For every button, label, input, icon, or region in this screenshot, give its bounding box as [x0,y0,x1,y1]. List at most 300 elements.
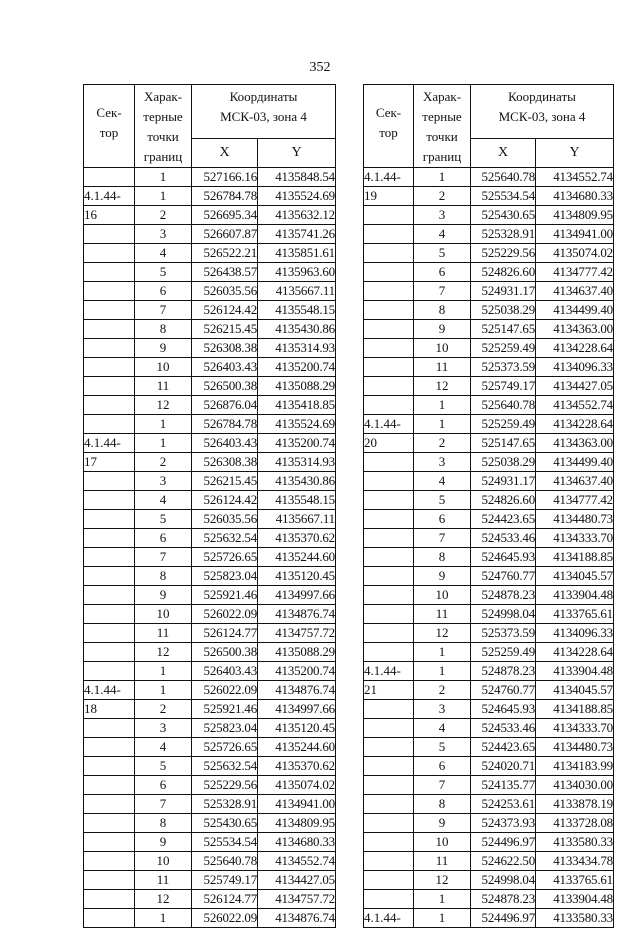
y-coordinate-cell: 4135200.74 [258,434,336,453]
point-cell: 1 [414,662,471,681]
y-coordinate-cell: 4134045.57 [536,681,614,700]
x-coordinate-cell: 525726.65 [192,738,258,757]
sector-cell [364,263,414,282]
table-row [84,567,336,586]
x-coordinate-cell: 524998.04 [471,605,536,624]
x-coordinate-cell: 525749.17 [192,871,258,890]
y-coordinate-cell: 4135088.29 [258,643,336,662]
table-row [84,529,336,548]
x-coordinate-cell: 524878.23 [471,586,536,605]
sector-cell [84,909,135,928]
sector-cell [84,605,135,624]
table-row [364,168,614,187]
sector-cell [364,757,414,776]
table-row [84,605,336,624]
point-cell: 1 [135,415,192,434]
y-coordinate-cell: 4133904.48 [536,890,614,909]
y-coordinate-cell: 4134427.05 [536,377,614,396]
point-cell: 10 [135,358,192,377]
point-cell: 11 [135,377,192,396]
table-row [84,396,336,415]
table-row [84,757,336,776]
x-coordinate-cell: 524931.17 [471,282,536,301]
point-cell: 12 [414,377,471,396]
y-coordinate-cell: 4133765.61 [536,605,614,624]
point-cell: 9 [135,833,192,852]
point-cell: 11 [135,871,192,890]
table-row [84,586,336,605]
y-coordinate-cell: 4134941.00 [536,225,614,244]
sector-cell [364,206,414,225]
point-cell: 11 [414,358,471,377]
x-coordinate-cell: 525640.78 [192,852,258,871]
x-coordinate-cell: 525328.91 [471,225,536,244]
point-cell: 9 [135,586,192,605]
x-coordinate-cell: 524760.77 [471,567,536,586]
x-coordinate-cell: 525632.54 [192,529,258,548]
x-coordinate-cell: 525640.78 [471,168,536,187]
sector-cell [84,491,135,510]
point-cell: 10 [414,339,471,358]
point-cell: 5 [414,491,471,510]
point-cell: 2 [135,700,192,719]
y-coordinate-cell: 4134757.72 [258,890,336,909]
y-coordinate-cell: 4134096.33 [536,358,614,377]
sector-cell [364,358,414,377]
point-cell: 4 [135,491,192,510]
x-coordinate-cell: 526022.09 [192,681,258,700]
table-row [364,795,614,814]
sector-cell [364,320,414,339]
point-cell: 7 [135,548,192,567]
sector-cell: 4.1.44- [364,168,414,187]
y-coordinate-cell: 4134096.33 [536,624,614,643]
x-coordinate-cell: 524878.23 [471,890,536,909]
sector-cell [364,225,414,244]
sector-cell: 4.1.44- [84,434,135,453]
sector-cell [364,567,414,586]
sector-cell [364,814,414,833]
sector-cell [84,358,135,377]
sector-cell [364,605,414,624]
table-row [364,624,614,643]
x-coordinate-cell: 526035.56 [192,282,258,301]
x-coordinate-cell: 524135.77 [471,776,536,795]
table-row [364,814,614,833]
y-coordinate-cell: 4134499.40 [536,301,614,320]
table-row [364,472,614,491]
table-row [364,206,614,225]
x-coordinate-cell: 525823.04 [192,567,258,586]
sector-cell [84,586,135,605]
table-row [84,491,336,510]
x-coordinate-cell: 524423.65 [471,510,536,529]
table-row [364,719,614,738]
table-row [364,282,614,301]
point-cell: 5 [135,757,192,776]
x-coordinate-cell: 524496.97 [471,909,536,928]
sector-cell [84,757,135,776]
point-cell: 2 [414,681,471,700]
table-row [84,510,336,529]
sector-cell [364,871,414,890]
point-cell: 8 [135,320,192,339]
sector-cell: 19 [364,187,414,206]
point-cell: 6 [135,282,192,301]
table-row [84,377,336,396]
point-cell: 7 [414,776,471,795]
sector-cell [84,738,135,757]
x-coordinate-cell: 525259.49 [471,415,536,434]
x-coordinate-cell: 525328.91 [192,795,258,814]
x-coordinate-cell: 525373.59 [471,624,536,643]
x-coordinate-cell: 526876.04 [192,396,258,415]
y-coordinate-cell: 4134777.42 [536,263,614,282]
point-cell: 11 [414,852,471,871]
sector-cell [84,510,135,529]
sector-cell [84,548,135,567]
sector-cell [364,586,414,605]
point-cell: 11 [135,624,192,643]
x-coordinate-cell: 526403.43 [192,358,258,377]
sector-cell [84,871,135,890]
x-coordinate-cell: 525534.54 [192,833,258,852]
x-coordinate-cell: 526500.38 [192,377,258,396]
x-coordinate-cell: 526403.43 [192,662,258,681]
y-coordinate-cell: 4133580.33 [536,909,614,928]
x-coordinate-cell: 526022.09 [192,909,258,928]
sector-cell [84,529,135,548]
table-row [364,548,614,567]
table-row [84,681,336,700]
y-coordinate-cell: 4134333.70 [536,529,614,548]
table-row [364,757,614,776]
y-coordinate-cell: 4134552.74 [258,852,336,871]
y-coordinate-cell: 4135851.61 [258,244,336,263]
x-coordinate-cell: 526124.42 [192,491,258,510]
point-cell: 1 [414,168,471,187]
table-row [364,909,614,928]
x-coordinate-cell: 525921.46 [192,586,258,605]
x-coordinate-cell: 524760.77 [471,681,536,700]
y-coordinate-cell: 4133728.08 [536,814,614,833]
sector-cell [364,301,414,320]
x-coordinate-cell: 525430.65 [471,206,536,225]
point-cell: 12 [135,643,192,662]
sector-cell [364,548,414,567]
header-sector: Сек- тор [84,85,135,168]
point-cell: 1 [414,909,471,928]
sector-cell [84,301,135,320]
point-cell: 4 [414,719,471,738]
sector-cell [364,738,414,757]
x-coordinate-cell: 525640.78 [471,396,536,415]
point-cell: 2 [135,453,192,472]
y-coordinate-cell: 4133878.19 [536,795,614,814]
y-coordinate-cell: 4134228.64 [536,415,614,434]
table-row [364,510,614,529]
x-coordinate-cell: 524020.71 [471,757,536,776]
sector-cell [364,396,414,415]
point-cell: 1 [135,662,192,681]
table-row [364,415,614,434]
point-cell: 8 [135,814,192,833]
table-row [364,301,614,320]
table-body [364,168,614,928]
sector-cell [364,795,414,814]
sector-cell: 4.1.44- [84,681,135,700]
y-coordinate-cell: 4134941.00 [258,795,336,814]
y-coordinate-cell: 4134552.74 [536,168,614,187]
y-coordinate-cell: 4134363.00 [536,320,614,339]
y-coordinate-cell: 4134809.95 [536,206,614,225]
header-coordinates: Координаты МСК-03, зона 4 [471,85,614,139]
sector-cell [84,567,135,586]
y-coordinate-cell: 4134480.73 [536,510,614,529]
point-cell: 6 [414,263,471,282]
y-coordinate-cell: 4135667.11 [258,282,336,301]
sector-cell [364,719,414,738]
table-row [84,719,336,738]
point-cell: 6 [414,757,471,776]
point-cell: 3 [135,719,192,738]
y-coordinate-cell: 4134333.70 [536,719,614,738]
x-coordinate-cell: 526522.21 [192,244,258,263]
table-row [364,434,614,453]
y-coordinate-cell: 4134228.64 [536,339,614,358]
x-coordinate-cell: 526308.38 [192,453,258,472]
point-cell: 3 [414,453,471,472]
y-coordinate-cell: 4135524.69 [258,415,336,434]
y-coordinate-cell: 4135430.86 [258,472,336,491]
sector-cell: 21 [364,681,414,700]
sector-cell [364,776,414,795]
sector-cell [84,472,135,491]
y-coordinate-cell: 4135548.15 [258,301,336,320]
point-cell: 1 [135,681,192,700]
sector-cell [84,624,135,643]
y-coordinate-cell: 4135088.29 [258,377,336,396]
y-coordinate-cell: 4133765.61 [536,871,614,890]
point-cell: 10 [135,852,192,871]
point-cell: 7 [414,282,471,301]
sector-cell: 4.1.44- [364,415,414,434]
table-row [364,453,614,472]
point-cell: 1 [414,890,471,909]
y-coordinate-cell: 4134997.66 [258,586,336,605]
header-x: X [471,139,536,168]
sector-cell [364,244,414,263]
point-cell: 2 [414,434,471,453]
x-coordinate-cell: 525038.29 [471,301,536,320]
point-cell: 9 [414,814,471,833]
point-cell: 10 [414,586,471,605]
y-coordinate-cell: 4134552.74 [536,396,614,415]
table-row [84,434,336,453]
point-cell: 6 [414,510,471,529]
sector-cell [84,719,135,738]
x-coordinate-cell: 527166.16 [192,168,258,187]
x-coordinate-cell: 525038.29 [471,453,536,472]
header-x: X [192,139,258,168]
x-coordinate-cell: 524373.93 [471,814,536,833]
header-y: Y [258,139,336,168]
sector-cell: 18 [84,700,135,719]
x-coordinate-cell: 526124.42 [192,301,258,320]
x-coordinate-cell: 526308.38 [192,339,258,358]
point-cell: 7 [135,795,192,814]
x-coordinate-cell: 525259.49 [471,339,536,358]
sector-cell [84,795,135,814]
y-coordinate-cell: 4134876.74 [258,605,336,624]
y-coordinate-cell: 4134188.85 [536,548,614,567]
table-row [364,605,614,624]
table-row [364,320,614,339]
x-coordinate-cell: 524423.65 [471,738,536,757]
sector-cell [84,396,135,415]
sector-cell [84,776,135,795]
y-coordinate-cell: 4134188.85 [536,700,614,719]
x-coordinate-cell: 526607.87 [192,225,258,244]
y-coordinate-cell: 4135430.86 [258,320,336,339]
x-coordinate-cell: 526124.77 [192,890,258,909]
x-coordinate-cell: 524878.23 [471,662,536,681]
table-row [84,339,336,358]
sector-cell [84,662,135,681]
sector-cell [364,624,414,643]
table-row [84,738,336,757]
sector-cell: 20 [364,434,414,453]
header-y: Y [536,139,614,168]
y-coordinate-cell: 4134997.66 [258,700,336,719]
y-coordinate-cell: 4135244.60 [258,548,336,567]
sector-cell [364,890,414,909]
table-row [84,282,336,301]
sector-cell [84,377,135,396]
y-coordinate-cell: 4135074.02 [536,244,614,263]
x-coordinate-cell: 524253.61 [471,795,536,814]
point-cell: 8 [414,795,471,814]
point-cell: 5 [135,263,192,282]
point-cell: 12 [135,890,192,909]
x-coordinate-cell: 525823.04 [192,719,258,738]
y-coordinate-cell: 4134363.00 [536,434,614,453]
header-points: Харак- терные точки границ [414,85,471,168]
table-row [364,225,614,244]
table-row [84,472,336,491]
y-coordinate-cell: 4135120.45 [258,719,336,738]
table-row [84,453,336,472]
point-cell: 3 [135,225,192,244]
y-coordinate-cell: 4135418.85 [258,396,336,415]
table-row [84,358,336,377]
y-coordinate-cell: 4135370.62 [258,529,336,548]
y-coordinate-cell: 4135548.15 [258,491,336,510]
y-coordinate-cell: 4135314.93 [258,453,336,472]
table-row [84,187,336,206]
table-row [364,833,614,852]
point-cell: 11 [414,605,471,624]
x-coordinate-cell: 525147.65 [471,320,536,339]
point-cell: 1 [414,396,471,415]
point-cell: 4 [414,225,471,244]
y-coordinate-cell: 4134045.57 [536,567,614,586]
table-row [364,263,614,282]
x-coordinate-cell: 526124.77 [192,624,258,643]
x-coordinate-cell: 526215.45 [192,472,258,491]
x-coordinate-cell: 526035.56 [192,510,258,529]
table-row [84,814,336,833]
y-coordinate-cell: 4135200.74 [258,358,336,377]
x-coordinate-cell: 526438.57 [192,263,258,282]
x-coordinate-cell: 526022.09 [192,605,258,624]
point-cell: 10 [135,605,192,624]
sector-cell [84,225,135,244]
x-coordinate-cell: 525373.59 [471,358,536,377]
table-row [84,662,336,681]
sector-cell [84,852,135,871]
point-cell: 12 [135,396,192,415]
sector-cell [364,339,414,358]
y-coordinate-cell: 4135074.02 [258,776,336,795]
table-row [84,909,336,928]
table-row [84,776,336,795]
y-coordinate-cell: 4134757.72 [258,624,336,643]
point-cell: 4 [135,738,192,757]
sector-cell [364,510,414,529]
y-coordinate-cell: 4135120.45 [258,567,336,586]
x-coordinate-cell: 525430.65 [192,814,258,833]
sector-cell [84,833,135,852]
y-coordinate-cell: 4135200.74 [258,662,336,681]
sector-cell [364,833,414,852]
x-coordinate-cell: 524533.46 [471,719,536,738]
table-body [84,168,336,928]
point-cell: 4 [135,244,192,263]
table-row [84,225,336,244]
y-coordinate-cell: 4134777.42 [536,491,614,510]
y-coordinate-cell: 4135848.54 [258,168,336,187]
sector-cell [84,263,135,282]
x-coordinate-cell: 526695.34 [192,206,258,225]
y-coordinate-cell: 4133434.78 [536,852,614,871]
sector-cell [84,415,135,434]
sector-cell [364,852,414,871]
x-coordinate-cell: 525229.56 [471,244,536,263]
point-cell: 7 [414,529,471,548]
point-cell: 5 [414,244,471,263]
point-cell: 4 [414,472,471,491]
sector-cell [84,643,135,662]
table-row [364,396,614,415]
table-row [84,795,336,814]
table-row [364,358,614,377]
sector-cell [364,643,414,662]
sector-cell [84,168,135,187]
y-coordinate-cell: 4135244.60 [258,738,336,757]
page-number: 352 [309,60,331,75]
table-row [84,852,336,871]
x-coordinate-cell: 526500.38 [192,643,258,662]
sector-cell [364,491,414,510]
sector-cell: 17 [84,453,135,472]
sector-cell [364,453,414,472]
x-coordinate-cell: 524645.93 [471,548,536,567]
sector-cell [364,700,414,719]
x-coordinate-cell: 524533.46 [471,529,536,548]
table-row [364,244,614,263]
y-coordinate-cell: 4135632.12 [258,206,336,225]
